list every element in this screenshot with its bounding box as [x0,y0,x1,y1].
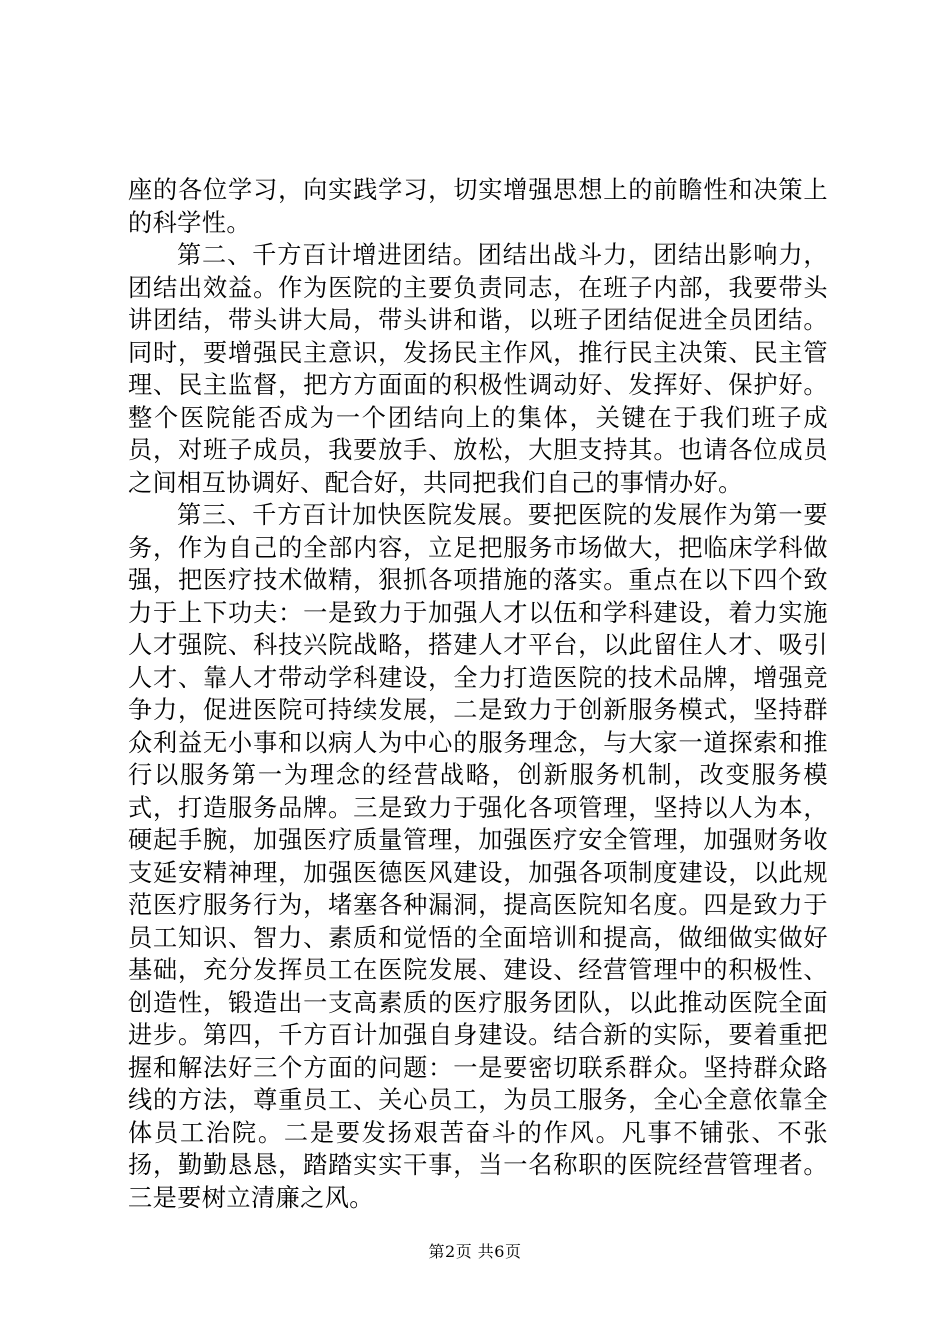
page-footer: 第2页 共6页 [428,1242,522,1261]
document-body [128,174,828,1214]
paragraph-second-point: 第二、千方百计增进团结。团结出战斗力，团结出影响力，团结出效益。作为医院的主要负责同志，在班子内部，我要带头讲团结，带头讲大局，带头讲和谐，以班子团结促进全员团结。同时，要增强民主意识，发扬民主作风，推行民主决策、民主管理、民主监督，把方方面面的积极性调动好、发挥好、保护好。整个医院能否成为一个团结向上的集体，关键在于我们班子成员，对班子成员，我要放手、放松，大胆支持其。也请各位成员之间相互协调好、配合好，共同把我们自己的事情办好。 [128,241,828,497]
paragraph-continuation: 座的各位学习，向实践学习，切实增强思想上的前瞻性和决策上的科学性。 [128,176,828,237]
paragraph-third-point: 第三、千方百计加快医院发展。要把医院的发展作为第一要务，作为自己的全部内容，立足把服务市场做大，把临床学科做强，把医疗技术做精，狠抓各项措施的落实。重点在以下四个致力于上下功夫：一是致力于加强人才以伍和学科建设，着力实施人才强院、科技兴院战略，搭建人才平台，以此留住人才、吸引人才、靠人才带动学科建设，全力打造医院的技术品牌，增强竞争力，促进医院可持续发展，二是致力于创新服务模式，坚持群众利益无小事和以病人为中心的服务理念，与大家一道探索和推行以服务第一为理念的经营战略，创新服务机制，改变服务模式，打造服务品牌。三是致力于强化各项管理，坚持以人为本，硬起手腕，加强医疗质量管理，加强医疗安全管理，加强财务收支延安精神理，加强医德医风建设，加强各项制度建设，以此规范医疗服务行为，堵塞各种漏洞，提高医院知名度。四是致力于员工知识、智力、素质和觉悟的全面培训和提高，做细做实做好基础，充分发挥员工在医院发展、建设、经营管理中的积极性、创造性，锻造出一支高素质的医疗服务团队，以此推动医院全面进步。第四，千方百计加强自身建设。结合新的实际，要着重把握和解法好三个方面的问题：一是要密切联系群众。坚持群众路线的方法，尊重员工、关心员工，为员工服务，全心全意依靠全体员工治院。二是要发扬艰苦奋斗的作风。凡事不铺张、不张扬，勤勤恳恳，踏踏实实干事，当一名称职的医院经营管理者。三是要树立清廉之风。 [128,501,828,1212]
